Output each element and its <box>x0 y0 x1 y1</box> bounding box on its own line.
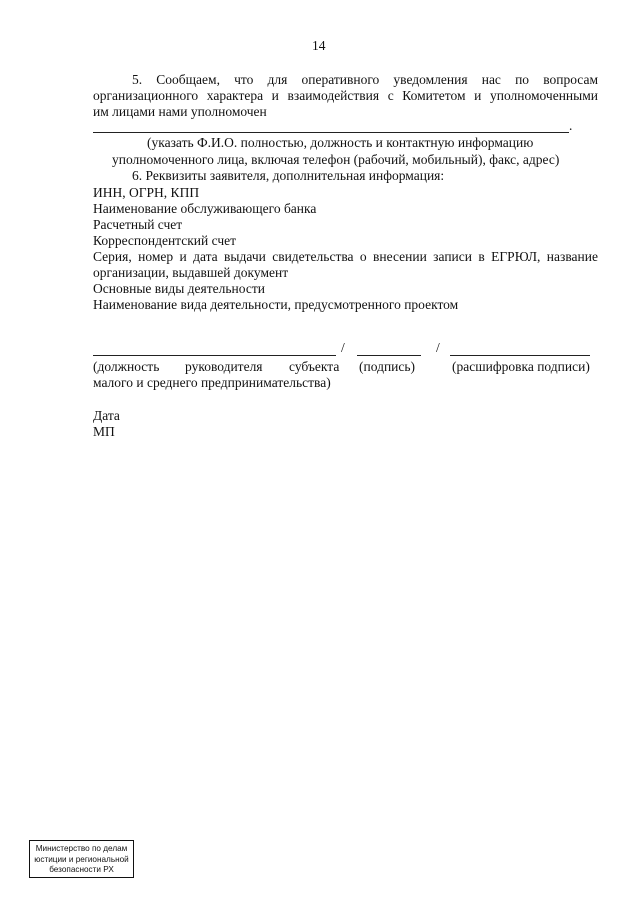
signature-caption: (подпись) <box>359 359 416 374</box>
field-egrul-line2: организации, выдавшей документ <box>93 265 289 280</box>
item5-line1: 5. Сообщаем, что для оперативного уведомления нас по вопросам <box>132 72 598 87</box>
position-caption-word1: (должность <box>93 359 160 374</box>
decode-caption: (расшифровка подписи) <box>452 359 590 374</box>
item5-hint-line2: уполномоченного лица, включая телефон (рабочий, мобильный), факс, адрес) <box>112 152 560 167</box>
item5-hint-line1: (указать Ф.И.О. полностью, должность и контактную информацию <box>147 135 534 150</box>
decode-blank-line <box>450 355 590 356</box>
stamp-line1: Министерство по делам <box>35 844 128 853</box>
item5-line2: организационного характера и взаимодействия с Комитетом и уполномоченными <box>93 88 598 103</box>
stamp-line3: безопасности РХ <box>49 865 114 874</box>
stamp-line2: юстиции и региональной <box>34 854 129 864</box>
field-main-activities: Основные виды деятельности <box>93 281 265 296</box>
seal-label: МП <box>93 424 115 439</box>
position-blank-line <box>93 355 336 356</box>
signature-blank-line <box>357 355 421 356</box>
field-egrul-line1: Серия, номер и дата выдачи свидетельства о внесении записи в ЕГРЮЛ, название <box>93 249 598 264</box>
field-correspondent-account: Корреспондентский счет <box>93 233 237 248</box>
position-caption-line2: малого и среднего предпринимательства) <box>93 375 331 390</box>
item6-heading: 6. Реквизиты заявителя, дополнительная информация: <box>132 168 445 183</box>
field-project-activity: Наименование вида деятельности, предусмотренного проектом <box>93 297 459 312</box>
contact-blank-line <box>93 132 569 133</box>
slash-1: / <box>341 340 345 355</box>
item5-line3: им лицами нами уполномочен <box>93 104 267 119</box>
field-bank-name: Наименование обслуживающего банка <box>93 201 317 216</box>
position-caption-word3: субъекта <box>289 359 340 374</box>
field-inn-ogrn-kpp: ИНН, ОГРН, КПП <box>93 185 200 200</box>
slash-2: / <box>436 340 440 355</box>
date-label: Дата <box>93 408 120 423</box>
contact-blank-end: . <box>569 118 573 133</box>
position-caption-word2: руководителя <box>185 359 263 374</box>
field-settlement-account: Расчетный счет <box>93 217 183 232</box>
ministry-stamp <box>29 840 134 878</box>
page-number: 14 <box>312 38 326 53</box>
